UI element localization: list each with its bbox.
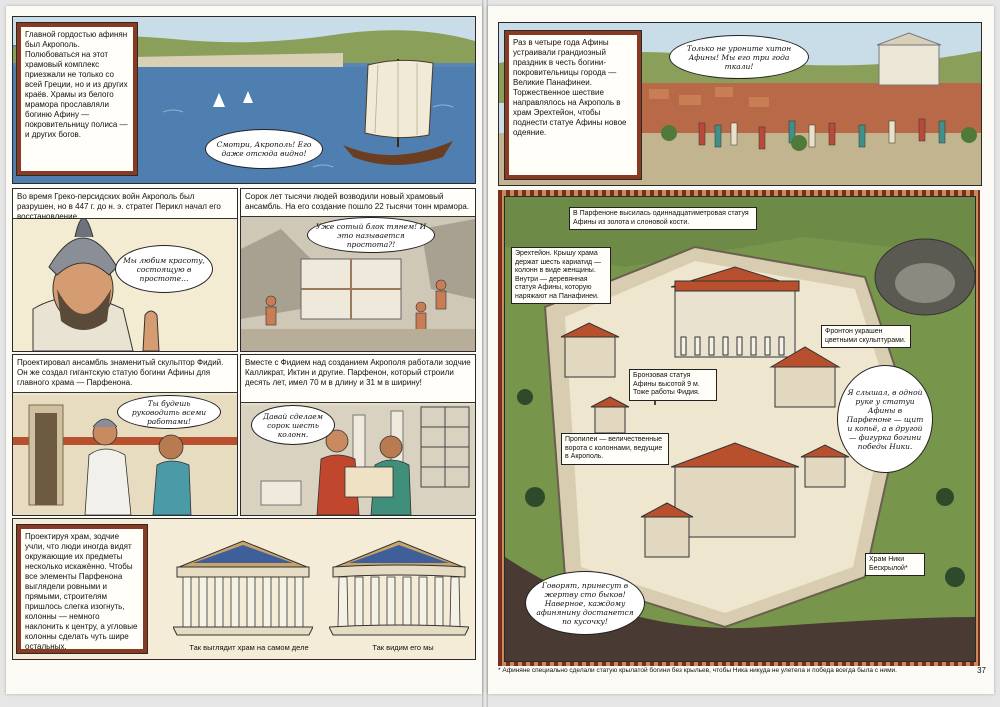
page-number: 37 (977, 666, 986, 675)
label-erechtheion: Эрехтейон. Крышу храма держат шесть кариатид — колонн в виде женщины. Внутри — деревянная статуя Афины, которую наряжают на Панафинеи. (511, 247, 611, 304)
speech-bubble-love-beauty: Мы любим красоту, состоящую в простоте… (115, 245, 213, 293)
speech-bubble-hundredth-block: Уже сотый блок тянем! И это называется простота?! (307, 217, 435, 253)
caption-pericles-restoration: Во время Греко-персидских войн Акрополь был разрушен, но в 447 г. до н. э. стратег Перикл начал его восстановление. (13, 189, 237, 219)
label-pediment: Фронтон украшен цветными скульптурами. (821, 325, 911, 348)
panel-architects (240, 354, 476, 516)
panel-acropolis-overview (504, 196, 976, 662)
caption-optical-corrections: Проектируя храм, зодчие учли, что люди иногда видят окружающие их предметы несколько искажённо. Чтобы все элементы Парфенона выглядели ровными и прямыми, строителям пришлось слегка изогнуть, колонны — немного наклонить к центру, а угловые колонны сделать чуть шире остальных. (17, 525, 147, 653)
caption-acropolis-pride: Главной гордостью афинян был Акрополь. Полюбоваться на этот храмовый комплекс приезжали не только со всей Греции, но и из других краёв. Храмы из белого мрамора прославляли богиню Афину — покровительницу полиса — и других богов. (17, 23, 137, 175)
right-page (488, 6, 994, 694)
caption-forty-years: Сорок лет тысячи людей возводили новый храмовый ансамбль. На его создание пошло 22 тысячи тонн мрамора. (241, 189, 475, 217)
panel-panathenaea (498, 22, 982, 186)
panel-temple-optics (12, 518, 476, 660)
panel-phidias (12, 354, 238, 516)
caption-kallikrates-iktinos: Вместе с Фидием над созданием Акрополя работали зодчие Калликрат, Иктин и другие. Парфенон, который строили десять лет, имел 70 м в длину и 31 м в ширину! (241, 355, 475, 403)
temple-actual-illustration (173, 537, 313, 637)
speech-bubble-hundred-bulls: Говорят, принесут в жертву сто быков! Наверное, каждому афинянину достанется по кусочку! (525, 571, 645, 635)
panel-marble-workers (240, 188, 476, 352)
label-temple-perceived: Так видим его мы (372, 643, 434, 652)
label-nike-temple: Храм Ники Бескрылой* (865, 553, 925, 576)
label-athena-statue: В Парфеноне высилась одиннадцатиметровая статуя Афины из золота и слоновой кости. (569, 207, 757, 230)
speech-bubble-heard-shield: Я слышал, в одной руке у статуи Афины в Парфеноне — щит и копьё, а в другой — фигурка богини победы Ники. (837, 365, 933, 473)
speech-bubble-look-acropolis: Смотри, Акрополь! Его даже отсюда видно! (205, 129, 323, 169)
speech-bubble-forty-six-columns: Давай сделаем сорок шесть колонн. (251, 405, 335, 445)
panel-sea-ship (12, 16, 476, 184)
label-propylaea: Пропилеи — величественные ворота с колоннами, ведущие в Акрополь. (561, 433, 669, 465)
label-temple-actual: Так выглядит храм на самом деле (189, 643, 309, 652)
speech-bubble-dont-drop-chiton: Только не уроните хитон Афины! Мы его три года ткали! (669, 35, 809, 79)
speech-bubble-you-will-lead: Ты будешь руководить всеми работами! (117, 395, 221, 429)
label-bronze-athena: Бронзовая статуя Афины высотой 9 м. Тоже работы Фидия. (629, 369, 717, 401)
temple-perceived-illustration (329, 537, 469, 637)
left-page (6, 6, 482, 694)
panel-pericles (12, 188, 238, 352)
caption-great-panathenaea: Раз в четыре года Афины устраивали грандиозный праздник в честь богини-покровительницы города — Великие Панафинеи. Торжественное шествие направлялось на Акрополь в храм Эрехтейон, чтобы поднести статуе Афины новое одеяние. (505, 31, 641, 179)
caption-phidias-designed: Проектировал ансамбль знаменитый скульптор Фидий. Он же создал гигантскую статую богини Афины для главного храма — Парфенона. (13, 355, 237, 393)
footnote-nike: * Афиняне специально сделали статую крылатой богини без крыльев, чтобы Ника никуда не улетела и победа всегда была с ними. (498, 667, 897, 674)
